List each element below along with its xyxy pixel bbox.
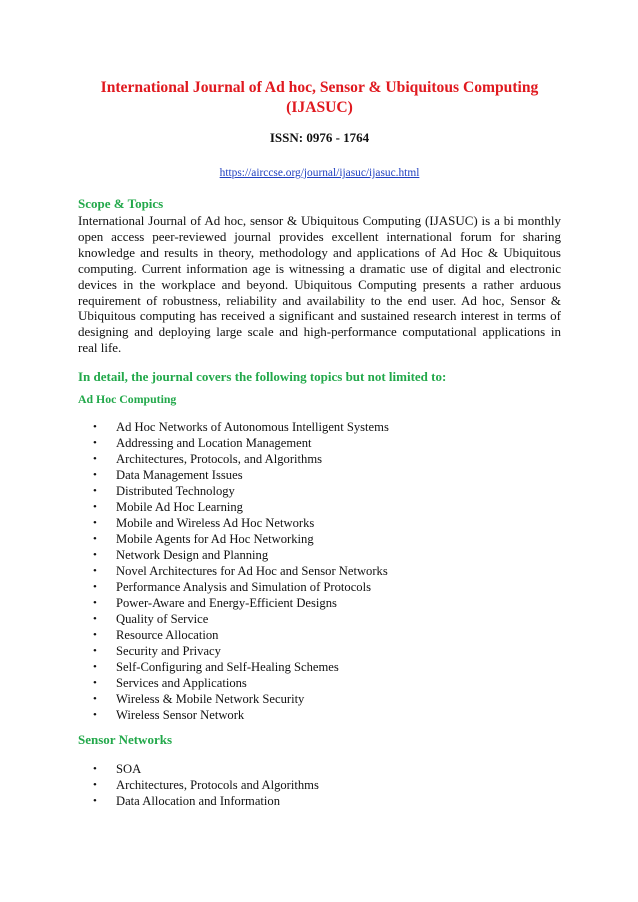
topic-list-item [78, 547, 561, 563]
journal-url-line [78, 166, 561, 180]
topic-label: Ad Hoc Networks of Autonomous Intelligent Systems [116, 420, 389, 435]
bullet-icon: • [93, 779, 97, 792]
bullet-icon: • [93, 453, 97, 466]
topic-label: Data Management Issues [116, 468, 243, 483]
topic-label: Wireless Sensor Network [116, 708, 245, 723]
issn-number: ISSN: 0976 - 1764 [269, 130, 370, 145]
bullet-icon: • [93, 485, 97, 498]
topic-label: Performance Analysis and Simulation of Protocols [116, 580, 371, 595]
topic-list-item [78, 515, 561, 531]
topic-list-item [78, 659, 561, 675]
bullet-icon: • [93, 517, 97, 530]
topic-list-item [78, 627, 561, 643]
journal-title: International Journal of Ad hoc, Sensor & Ubiquitous Computing (IJASUC) [100, 79, 539, 116]
journal-url-link[interactable]: https://airccse.org/journal/ijasuc/ijasuc.html [219, 167, 420, 179]
topic-list-item [78, 579, 561, 595]
topic-list-item [78, 691, 561, 707]
topic-label: Resource Allocation [116, 628, 219, 643]
topic-label: Quality of Service [116, 612, 209, 627]
bullet-icon: • [93, 693, 97, 706]
topic-label: Mobile Ad Hoc Learning [116, 500, 243, 515]
topic-label: Mobile Agents for Ad Hoc Networking [116, 532, 314, 547]
bullet-icon: • [93, 469, 97, 482]
topic-list-item [78, 707, 561, 723]
topic-label: Architectures, Protocols and Algorithms [116, 778, 319, 793]
scope-paragraph: International Journal of Ad hoc, sensor & Ubiquitous Computing (IJASUC) is a bi monthly open access peer-reviewed journal provides excellent international forum for sharing knowledge and results in theory, methodology and applications of Ad Hoc & Ubiquitous computing. Current information age is witnessing a dramatic use of digital and electronic devices in the workplace and beyond. Ubiquitous Computing presents a rather arduous requirement of robustness, reliability and availability to the end user. Ad hoc, Sensor & Ubiquitous computing has received a significant and sustained research interest in terms of designing and deploying large scale and high-performance computational applications in real life. [78, 213, 561, 356]
bullet-icon: • [93, 677, 97, 690]
topic-list-item [78, 563, 561, 579]
topic-list-sensor-networks [78, 761, 561, 809]
bullet-icon: • [93, 597, 97, 610]
topic-list-item [78, 777, 561, 793]
topic-list-item [78, 611, 561, 627]
topic-label: Architectures, Protocols, and Algorithms [116, 452, 323, 467]
topic-label: Power-Aware and Energy-Efficient Designs [116, 596, 337, 611]
section-heading-ad-hoc-computing: Ad Hoc Computing [78, 392, 177, 407]
bullet-icon: • [93, 533, 97, 546]
topics-intro-heading: In detail, the journal covers the following topics but not limited to: [78, 369, 447, 385]
bullet-icon: • [93, 501, 97, 514]
topic-list-item [78, 595, 561, 611]
bullet-icon: • [93, 437, 97, 450]
bullet-icon: • [93, 421, 97, 434]
topic-list-item [78, 419, 561, 435]
topic-list-item [78, 675, 561, 691]
bullet-icon: • [93, 645, 97, 658]
topic-label: SOA [116, 762, 142, 777]
topic-list-ad-hoc-computing [78, 419, 561, 723]
topic-label: Data Allocation and Information [116, 794, 281, 809]
bullet-icon: • [93, 581, 97, 594]
bullet-icon: • [93, 565, 97, 578]
topic-list-item [78, 451, 561, 467]
topic-label: Services and Applications [116, 676, 247, 691]
topic-list-item [78, 435, 561, 451]
topic-label: Addressing and Location Management [116, 436, 312, 451]
bullet-icon: • [93, 763, 97, 776]
topic-label: Security and Privacy [116, 644, 221, 659]
topic-list-item [78, 483, 561, 499]
topic-label: Novel Architectures for Ad Hoc and Sensor Networks [116, 564, 388, 579]
scope-heading: Scope & Topics [78, 196, 164, 211]
topic-label: Self-Configuring and Self-Healing Schemes [116, 660, 339, 675]
section-heading-sensor-networks: Sensor Networks [78, 732, 173, 748]
topic-list-item [78, 531, 561, 547]
topic-label: Network Design and Planning [116, 548, 269, 563]
topic-label: Mobile and Wireless Ad Hoc Networks [116, 516, 315, 531]
document-page [78, 78, 561, 809]
topic-label: Wireless & Mobile Network Security [116, 692, 305, 707]
bullet-icon: • [93, 613, 97, 626]
topic-list-item [78, 499, 561, 515]
topic-list-item [78, 643, 561, 659]
bullet-icon: • [93, 629, 97, 642]
bullet-icon: • [93, 549, 97, 562]
bullet-icon: • [93, 709, 97, 722]
topic-list-item [78, 761, 561, 777]
topic-label: Distributed Technology [116, 484, 235, 499]
topic-list-item [78, 467, 561, 483]
topic-list-item [78, 793, 561, 809]
bullet-icon: • [93, 661, 97, 674]
bullet-icon: • [93, 795, 97, 808]
